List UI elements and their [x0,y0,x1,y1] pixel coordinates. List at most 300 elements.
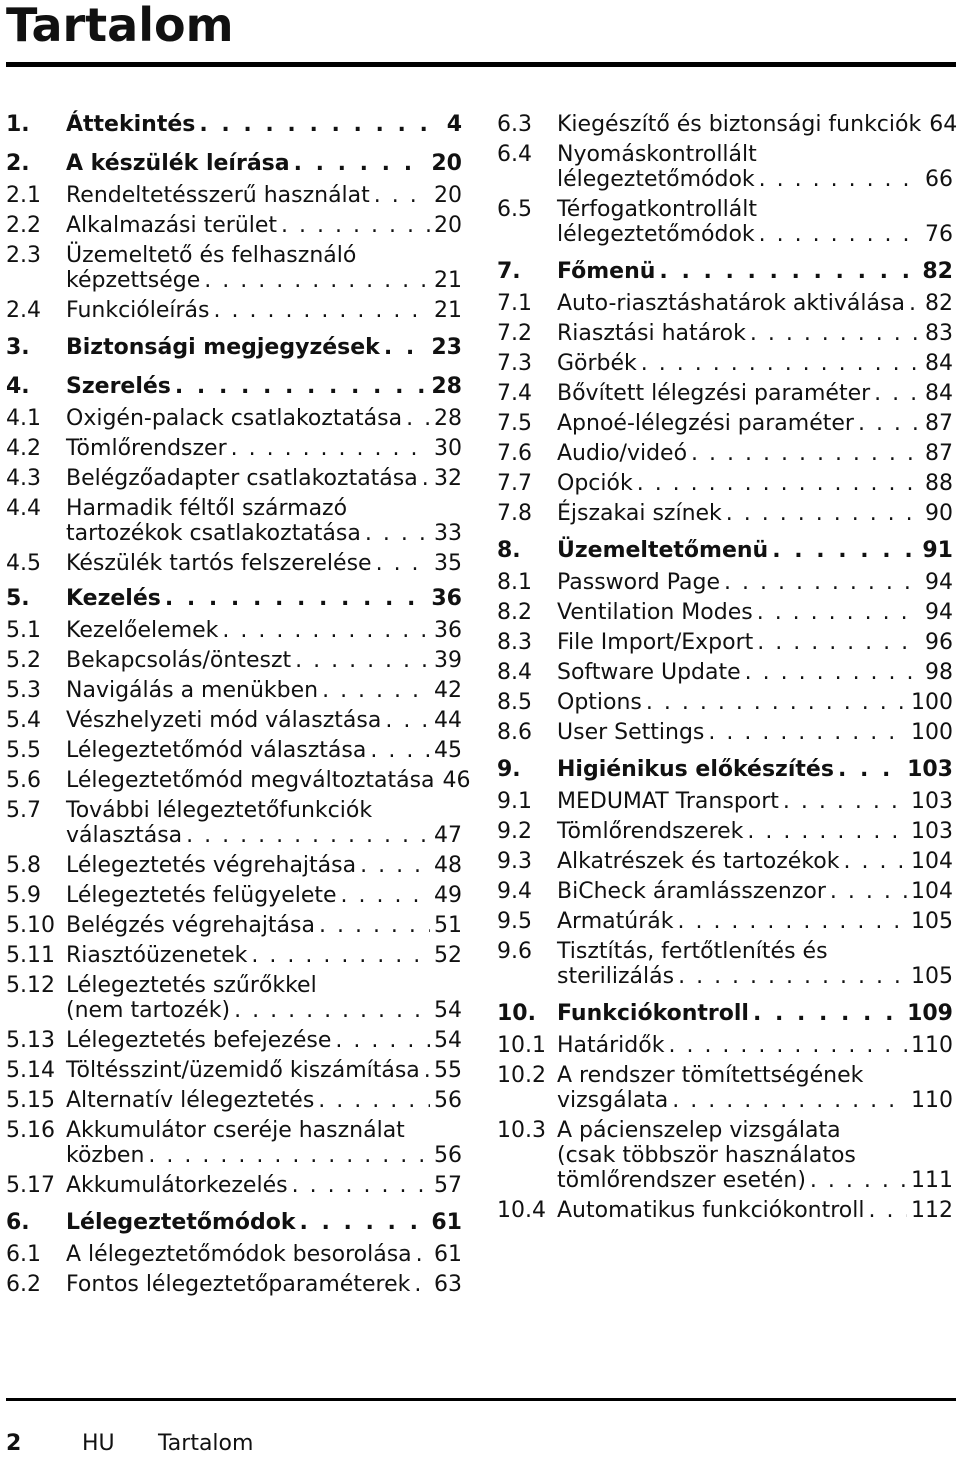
toc-title: User Settings [557,720,705,745]
toc-entry[interactable] [6,943,462,968]
toc-page-number: 56 [434,1143,462,1168]
toc-page-number: 45 [434,738,462,763]
toc-title: képzettsége [66,268,201,293]
toc-page-number: 20 [434,183,462,208]
toc-entry[interactable] [497,1118,953,1193]
toc-entry[interactable] [497,381,953,406]
toc-number: 9. [497,757,521,782]
toc-number: 4.4 [6,496,41,521]
toc-page-number: 20 [434,213,462,238]
toc-number: 9.5 [497,909,532,934]
toc-number: 7.5 [497,411,532,436]
toc-number: 6.5 [497,197,532,222]
toc-title: lélegeztetőmódok [557,167,755,192]
toc-entry[interactable] [497,112,958,137]
toc-number: 5.10 [6,913,55,938]
toc-number: 6.1 [6,1242,41,1267]
toc-title: A készülék leírása [66,151,290,176]
toc-title: Akkumulátorkezelés [66,1173,288,1198]
toc-entry[interactable] [497,600,953,625]
toc-entry[interactable] [497,321,953,346]
toc-page-number: 56 [434,1088,462,1113]
dot-leader [234,998,430,1023]
toc-page-number: 21 [434,268,462,293]
toc-title: Ventilation Modes [557,600,753,625]
toc-entry[interactable] [6,913,462,938]
toc-number: 8.6 [497,720,532,745]
toc-left-column [6,110,471,1297]
dot-leader [637,471,921,496]
toc-number: 5.15 [6,1088,55,1113]
toc-entry[interactable] [497,142,953,192]
toc-number: 3. [6,335,30,360]
toc-page-number: 110 [911,1088,953,1113]
dot-leader [294,151,428,176]
dot-leader [299,1210,427,1235]
dot-leader [186,823,430,848]
toc-number: 9.2 [497,819,532,844]
toc-number: 8.2 [497,600,532,625]
bottom-rule [6,1398,956,1401]
toc-entry[interactable] [6,648,462,673]
toc-title: Határidők [557,1033,665,1058]
toc-number: 5.12 [6,973,55,998]
dot-leader [322,678,430,703]
dot-leader [772,538,918,563]
toc-number: 9.1 [497,789,532,814]
toc-page-number: 36 [434,618,462,643]
toc-entry[interactable] [6,406,462,431]
dot-leader [641,351,921,376]
toc-entry[interactable] [497,197,953,247]
toc-number: 5.9 [6,883,41,908]
dot-leader [724,570,921,595]
dot-leader [678,964,907,989]
toc-number: 6. [6,1210,30,1235]
toc-title: Tömlőrendszerek [557,819,744,844]
toc-number: 6.2 [6,1272,41,1297]
toc-title-line: Lélegeztetés szűrőkkel [66,973,317,998]
toc-number: 2.2 [6,213,41,238]
toc-page-number: 57 [434,1173,462,1198]
dot-leader [868,1198,907,1223]
toc-chapter[interactable] [6,335,462,360]
dot-leader [335,1028,430,1053]
toc-entry[interactable] [497,291,953,316]
toc-entry[interactable] [6,1173,462,1198]
toc-number: 4.1 [6,406,41,431]
dot-leader [292,1173,430,1198]
toc-title: Lélegeztetőmód választása [66,738,367,763]
toc-entry[interactable] [6,618,462,643]
toc-page-number: 94 [925,570,953,595]
toc-number: 9.3 [497,849,532,874]
toc-entry[interactable] [497,909,953,934]
toc-page-number: 90 [925,501,953,526]
toc-number: 2.1 [6,183,41,208]
toc-page-number: 35 [434,551,462,576]
toc-number: 5.3 [6,678,41,703]
toc-chapter[interactable] [497,1001,953,1026]
toc-title: Belégzés végrehajtása [66,913,315,938]
toc-title: MEDUMAT Transport [557,789,779,814]
toc-title: Navigálás a menükben [66,678,319,703]
dot-leader [370,738,430,763]
toc-title: Automatikus funkciókontroll [557,1198,865,1223]
toc-title: választása [66,823,183,848]
toc-number: 8. [497,538,521,563]
toc-page-number: 32 [434,466,462,491]
toc-title: Armatúrák [557,909,674,934]
toc-page-number: 91 [922,538,953,563]
toc-title: Görbék [557,351,637,376]
toc-entry[interactable] [497,1198,953,1223]
toc-title-line: Harmadik féltől származó [66,496,348,521]
dot-leader [295,648,430,673]
toc-page-number: 51 [434,913,462,938]
toc-entry[interactable] [6,798,462,848]
toc-number: 7.7 [497,471,532,496]
toc-page-number: 47 [434,823,462,848]
page-footer [6,1430,253,1458]
toc-title: Password Page [557,570,721,595]
dot-leader [677,909,907,934]
dot-leader [668,1033,907,1058]
dot-leader [757,630,921,655]
dot-leader [909,291,921,316]
dot-leader [360,853,430,878]
toc-number: 9.6 [497,939,532,964]
toc-page-number: 100 [911,690,953,715]
toc-title: tömlőrendszer esetén) [557,1168,806,1193]
toc-page-number: 64 [929,112,958,137]
toc-title: Alkatrészek és tartozékok [557,849,840,874]
dot-leader [757,600,921,625]
toc-entry[interactable] [497,411,953,436]
footer-page-number: 2 [6,1431,22,1456]
dot-leader [148,1143,430,1168]
toc-number: 6.3 [497,112,532,137]
toc-chapter[interactable] [497,757,953,782]
toc-entry[interactable] [6,1058,462,1083]
toc-entry[interactable] [6,466,462,491]
toc-number: 8.3 [497,630,532,655]
toc-page-number: 96 [925,630,953,655]
toc-title: Szerelés [66,374,171,399]
toc-page-number: 44 [434,708,462,733]
toc-page-number: 87 [925,441,953,466]
toc-page-number: 103 [911,789,953,814]
dot-leader [750,321,921,346]
toc-page-number: 105 [911,964,953,989]
toc-page-number: 87 [925,411,953,436]
toc-number: 5.5 [6,738,41,763]
toc-number: 7.3 [497,351,532,376]
dot-leader [175,374,427,399]
toc-number: 5.16 [6,1118,55,1143]
toc-page-number: 54 [434,998,462,1023]
toc-number: 4. [6,374,30,399]
toc-entry[interactable] [497,630,953,655]
dot-leader [691,441,921,466]
toc-title: Oxigén-palack csatlakoztatása [66,406,403,431]
dot-leader [424,1058,430,1083]
toc-number: 5.4 [6,708,41,733]
dot-leader [783,789,907,814]
toc-title: Lélegeztetés befejezése [66,1028,332,1053]
toc-entry[interactable] [497,570,953,595]
toc-page-number: 104 [911,879,953,904]
toc-entry[interactable] [497,849,953,874]
dot-leader [165,586,428,611]
toc-title: tartozékok csatlakoztatása [66,521,361,546]
toc-page-number: 30 [434,436,462,461]
dot-leader [416,1242,430,1267]
toc-number: 5.14 [6,1058,55,1083]
toc-entry[interactable] [497,819,953,844]
toc-number: 5.11 [6,943,55,968]
toc-title: Bővített lélegzési paraméter [557,381,871,406]
toc-number: 10.4 [497,1198,546,1223]
toc-number: 8.4 [497,660,532,685]
toc-entry[interactable] [497,660,953,685]
dot-leader [646,690,907,715]
toc-page-number: 61 [431,1210,462,1235]
toc-number: 4.2 [6,436,41,461]
toc-chapter[interactable] [497,538,953,563]
toc-number: 5.8 [6,853,41,878]
toc-entry[interactable] [6,1272,462,1297]
dot-leader [759,222,921,247]
toc-entry[interactable] [6,298,462,323]
toc-entry[interactable] [6,243,462,293]
toc-chapter[interactable] [497,259,953,284]
toc-entry[interactable] [497,939,953,989]
toc-entry[interactable] [6,436,462,461]
toc-entry[interactable] [497,789,953,814]
dot-leader [365,521,430,546]
toc-page-number: 98 [925,660,953,685]
footer-section: Tartalom [158,1431,254,1456]
toc-page-number: 84 [925,381,953,406]
toc-page-number: 48 [434,853,462,878]
dot-leader [858,411,921,436]
toc-entry[interactable] [6,551,462,576]
toc-page-number: 83 [925,321,953,346]
toc-number: 8.5 [497,690,532,715]
dot-leader [341,883,430,908]
toc-entry[interactable] [497,1033,953,1058]
toc-page-number: 36 [431,586,462,611]
toc-page-number: 111 [911,1168,953,1193]
toc-page-number: 82 [925,291,953,316]
toc-page-number: 100 [911,720,953,745]
toc-number: 7.1 [497,291,532,316]
toc-chapter[interactable] [6,151,462,176]
toc-number: 5. [6,586,30,611]
toc-title: Lélegeztetőmódok [66,1210,296,1235]
toc-number: 4.3 [6,466,41,491]
toc-chapter[interactable] [6,1210,462,1235]
toc-title: Kezelőelemek [66,618,219,643]
dot-leader [384,335,428,360]
toc-title: Funkcióleírás [66,298,210,323]
toc-number: 10.3 [497,1118,546,1143]
toc-entry[interactable] [497,879,953,904]
toc-title-line: Tisztítás, fertőtlenítés és [557,939,828,964]
toc-title: Készülék tartós felszerelése [66,551,372,576]
toc-number: 10.1 [497,1033,546,1058]
toc-page-number: 110 [911,1033,953,1058]
toc-title: Kiegészítő és biztonsági funkciók [557,112,922,137]
toc-number: 5.1 [6,618,41,643]
toc-title-line: Térfogatkontrollált [557,197,758,222]
toc-number: 2. [6,151,30,176]
toc-title-line: További lélegeztetőfunkciók [66,798,373,823]
toc-entry[interactable] [6,1088,462,1113]
dot-leader [672,1088,907,1113]
toc-title: Tömlőrendszer [66,436,227,461]
toc-title: Software Update [557,660,741,685]
toc-title-line: Üzemeltető és felhasználó [66,243,357,268]
toc-entry[interactable] [6,678,462,703]
toc-entry[interactable] [497,501,953,526]
toc-chapter[interactable] [6,374,462,399]
toc-page-number: 46 [442,768,471,793]
toc-entry[interactable] [497,471,953,496]
toc-page-number: 49 [434,883,462,908]
toc-page-number: 109 [907,1001,953,1026]
toc-title: Töltésszint/üzemidő kiszámítása [66,1058,420,1083]
toc-title: Éjszakai színek [557,501,722,526]
dot-leader [747,819,907,844]
toc-title: Auto-riasztáshatárok aktiválása [557,291,905,316]
toc-number: 10.2 [497,1063,546,1088]
toc-title: Biztonsági megjegyzések [66,335,380,360]
dot-leader [414,1272,430,1297]
toc-page-number: 28 [431,374,462,399]
toc-entry[interactable] [6,853,462,878]
toc-number: 2.4 [6,298,41,323]
toc-number: 7.6 [497,441,532,466]
toc-title: Options [557,690,642,715]
toc-entry[interactable] [6,973,462,1023]
toc-title: Opciók [557,471,633,496]
toc-title: Főmenü [557,259,656,284]
dot-leader [830,879,907,904]
toc-title: (nem tartozék) [66,998,231,1023]
dot-leader [318,1088,430,1113]
toc-entry[interactable] [6,883,462,908]
dot-leader [222,618,430,643]
toc-title-line: Akkumulátor cseréje használat [66,1118,405,1143]
toc-title: Alkalmazási terület [66,213,278,238]
toc-page-number: 4 [446,112,462,137]
toc-number: 5.13 [6,1028,55,1053]
toc-title: Bekapcsolás/önteszt [66,648,292,673]
toc-entry[interactable] [6,708,462,733]
toc-number: 8.1 [497,570,532,595]
toc-page-number: 82 [922,259,953,284]
toc-page-number: 39 [434,648,462,673]
dot-leader [376,551,430,576]
toc-number: 7.2 [497,321,532,346]
toc-entry[interactable] [6,496,462,546]
toc-title: Lélegeztetés végrehajtása [66,853,357,878]
toc-chapter[interactable] [6,112,462,137]
toc-title: Apnoé-lélegzési paraméter [557,411,854,436]
toc-entry[interactable] [6,1028,462,1053]
toc-title: Higiénikus előkészítés [557,757,834,782]
toc-entry[interactable] [6,768,471,793]
toc-number: 5.6 [6,768,41,793]
toc-number: 6.4 [497,142,532,167]
toc-chapter[interactable] [6,586,462,611]
toc-entry[interactable] [6,1118,462,1168]
dot-leader [231,436,430,461]
dot-leader [726,501,921,526]
dot-leader [843,849,907,874]
dot-leader [214,298,431,323]
toc-title-line: Nyomáskontrollált [557,142,757,167]
toc-title: Vészhelyzeti mód választása [66,708,382,733]
toc-title: Funkciókontroll [557,1001,749,1026]
dot-leader [753,1001,903,1026]
toc-entry[interactable] [497,1063,953,1113]
toc-title-line: A pácienszelep vizsgálata [557,1118,841,1143]
toc-page-number: 88 [925,471,953,496]
dot-leader [374,183,430,208]
dot-leader [199,112,442,137]
toc-title: Áttekintés [66,112,196,137]
dot-leader [838,757,903,782]
toc-number: 5.2 [6,648,41,673]
toc-page-number: 104 [911,849,953,874]
toc-title: Fontos lélegeztetőparaméterek [66,1272,411,1297]
toc-page-number: 76 [925,222,953,247]
toc-number: 7. [497,259,521,284]
toc-title: közben [66,1143,145,1168]
toc-entry[interactable] [6,738,462,763]
toc-title: Alternatív lélegeztetés [66,1088,315,1113]
toc-entry[interactable] [6,213,462,238]
dot-leader [422,466,430,491]
dot-leader [745,660,921,685]
toc-entry[interactable] [497,720,953,745]
toc-number: 7.4 [497,381,532,406]
toc-page-number: 28 [434,406,462,431]
toc-entry[interactable] [6,183,462,208]
toc-title: BiCheck áramlásszenzor [557,879,826,904]
toc-title: sterilizálás [557,964,675,989]
toc-entry[interactable] [497,441,953,466]
toc-entry[interactable] [497,351,953,376]
toc-page-number: 103 [907,757,953,782]
toc-entry[interactable] [6,1242,462,1267]
footer-language: HU [82,1431,115,1456]
dot-leader [281,213,430,238]
top-rule [6,62,956,67]
toc-title: Kezelés [66,586,161,611]
toc-title: Rendeltetésszerű használat [66,183,370,208]
toc-page-number: 63 [434,1272,462,1297]
page-title: Tartalom [6,0,234,52]
toc-entry[interactable] [497,690,953,715]
toc-title: Üzemeltetőmenü [557,538,769,563]
toc-page-number: 54 [434,1028,462,1053]
toc-page-number: 42 [434,678,462,703]
toc-page-number: 112 [911,1198,953,1223]
